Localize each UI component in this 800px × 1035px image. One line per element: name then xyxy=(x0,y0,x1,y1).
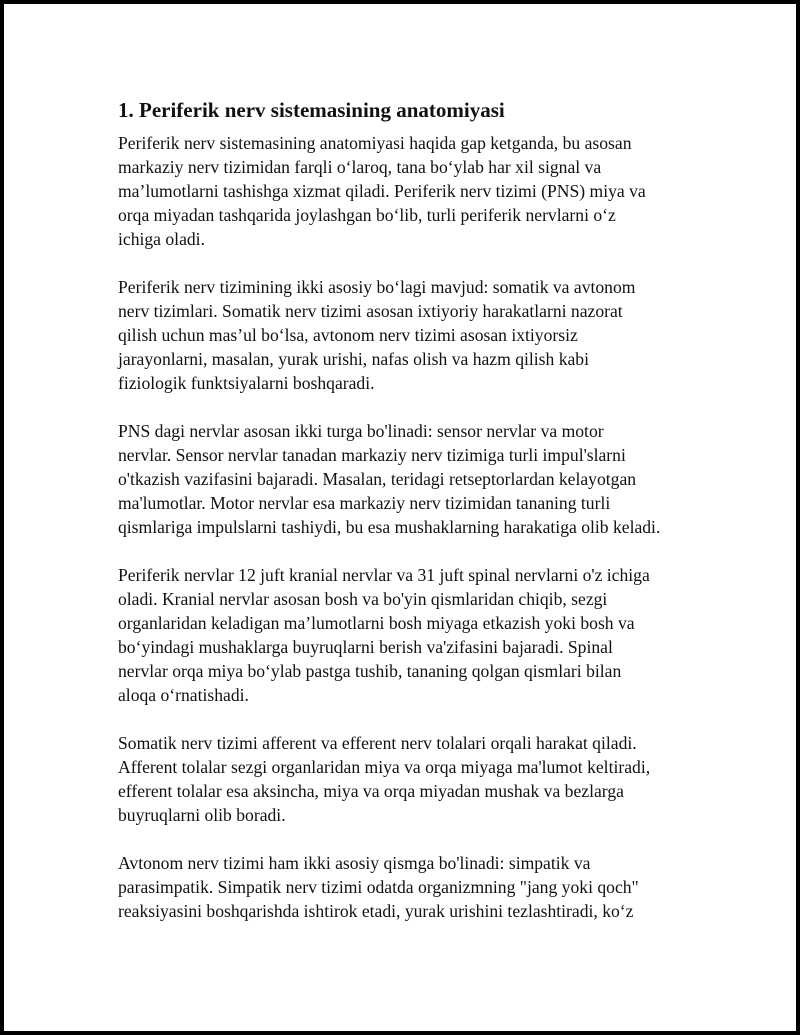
paragraph-line: o'tkazish vazifasini bajaradi. Masalan, teridagi retseptorlardan kelayotgan xyxy=(118,469,637,489)
paragraph-line: Somatik nerv tizimi afferent va efferent nerv tolalari orqali harakat qiladi. xyxy=(118,733,637,753)
paragraph-line: Afferent tolalar sezgi organlaridan miya va orqa miyaga ma'lumot keltiradi, xyxy=(118,757,651,777)
paragraph-line: aloqa oʻrnatishadi. xyxy=(118,685,249,705)
paragraph-line: organlaridan keladigan maʼlumotlarni bosh miyaga etkazish yoki bosh va xyxy=(118,613,635,633)
paragraph-1 xyxy=(118,131,718,251)
paragraph-line: efferent tolalar esa aksincha, miya va orqa miyadan mushak va bezlarga xyxy=(118,781,624,801)
paragraph-line: orqa miyadan tashqarida joylashgan boʻlib, turli periferik nervlarni oʻz xyxy=(118,205,616,225)
paragraph-3 xyxy=(118,419,718,539)
paragraph-line: ma'lumotlar. Motor nervlar esa markaziy nerv tizimidan tananing turli xyxy=(118,493,611,513)
paragraph-line: boʻyindagi mushaklarga buyruqlarni berish va'zifasini bajaradi. Spinal xyxy=(118,637,613,657)
paragraph-line: nervlar orqa miya boʻylab pastga tushib, tananing qolgan qismlari bilan xyxy=(118,661,622,681)
paragraph-line: maʼlumotlarni tashishga xizmat qiladi. Periferik nerv tizimi (PNS) miya va xyxy=(118,181,646,201)
document-content xyxy=(118,96,718,947)
paragraph-line: Periferik nerv tizimining ikki asosiy boʻlagi mavjud: somatik va avtonom xyxy=(118,277,636,297)
paragraph-line: fiziologik funktsiyalarni boshqaradi. xyxy=(118,373,375,393)
paragraph-line: markaziy nerv tizimidan farqli oʻlaroq, tana boʻylab har xil signal va xyxy=(118,157,602,177)
paragraph-6 xyxy=(118,851,718,923)
paragraph-line: reaksiyasini boshqarishda ishtirok etadi, yurak urishini tezlashtiradi, koʻz xyxy=(118,901,634,921)
paragraph-2 xyxy=(118,275,718,395)
paragraph-line: qismlariga impulslarni tashiydi, bu esa mushaklarning harakatiga olib keladi. xyxy=(118,517,661,537)
paragraph-4 xyxy=(118,563,718,707)
paragraph-line: Avtonom nerv tizimi ham ikki asosiy qismga bo'linadi: simpatik va xyxy=(118,853,591,873)
paragraph-line: PNS dagi nervlar asosan ikki turga bo'linadi: sensor nervlar va motor xyxy=(118,421,604,441)
paragraph-line: nerv tizimlari. Somatik nerv tizimi asosan ixtiyoriy harakatlarni nazorat xyxy=(118,301,623,321)
paragraph-line: Periferik nervlar 12 juft kranial nervlar va 31 juft spinal nervlarni o'z ichiga xyxy=(118,565,650,585)
paragraph-line: buyruqlarni olib boradi. xyxy=(118,805,286,825)
paragraph-line: qilish uchun masʼul boʻlsa, avtonom nerv tizimi asosan ixtiyorsiz xyxy=(118,325,578,345)
paragraph-line: ichiga oladi. xyxy=(118,229,205,249)
paragraph-5 xyxy=(118,731,718,827)
section-heading: 1. Periferik nerv sistemasining anatomiyasi xyxy=(118,98,505,122)
paragraph-line: nervlar. Sensor nervlar tanadan markaziy nerv tizimiga turli impul'slarni xyxy=(118,445,626,465)
paragraph-line: oladi. Kranial nervlar asosan bosh va bo'yin qismlaridan chiqib, sezgi xyxy=(118,589,608,609)
paragraph-line: Periferik nerv sistemasining anatomiyasi haqida gap ketganda, bu asosan xyxy=(118,133,632,153)
paragraph-line: parasimpatik. Simpatik nerv tizimi odatda organizmning "jang yoki qoch" xyxy=(118,877,639,897)
paragraph-line: jarayonlarni, masalan, yurak urishi, nafas olish va hazm qilish kabi xyxy=(118,349,589,369)
